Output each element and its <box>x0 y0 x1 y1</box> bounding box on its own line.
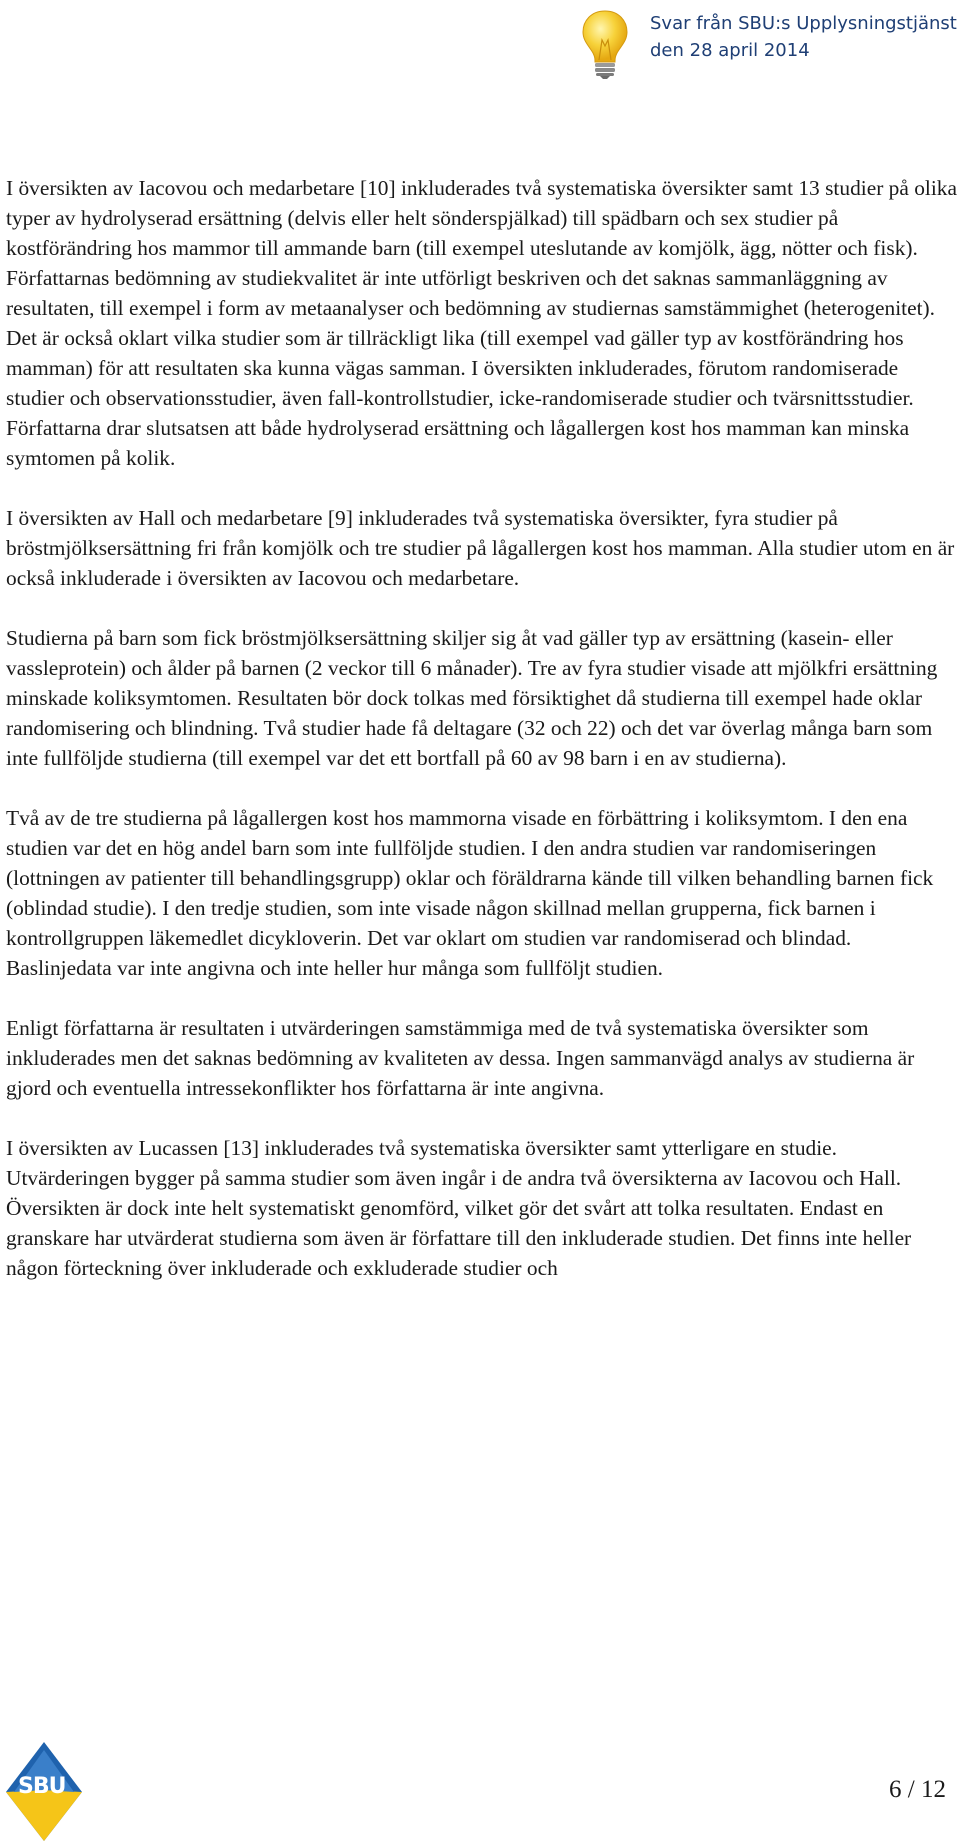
page-footer <box>0 1730 960 1847</box>
paragraph-iacovou: I översikten av Iacovou och medarbetare [10] inkluderades två systematiska översikter samt 13 studier på olika typer av hydrolyserad ersättning (delvis eller helt sönderspjälkad) till spädbarn och sex studier på kostförändring hos mammor till ammande barn (till exempel uteslutande av komjölk, ägg, nötter och fisk). Författarnas bedömning av studiekvalitet är inte utförligt beskriven och det saknas sammanläggning av resultaten, till exempel i form av metaanalyser och bedömning av studiernas samstämmighet (heterogenitet). Det är också oklart vilka studier som är tillräckligt lika (till exempel vad gäller typ av kostförändring hos mamman) för att resultaten ska kunna vägas samman. I översikten inkluderades, förutom randomiserade studier och observationsstudier, även fall-kontrollstudier, icke-randomiserade studier och tvärsnittsstudier. Författarna drar slutsatsen att både hydrolyserad ersättning och lågallergen kost hos mamman kan minska symtomen på kolik. <box>6 176 957 470</box>
page-header <box>0 0 960 90</box>
paragraph-hall: I översikten av Hall och medarbetare [9] inkluderades två systematiska översikter, fyra studier på bröstmjölksersättning fri från komjölk och tre studier på lågallergen kost hos mamman. Alla studier utom en är också inkluderade i översikten av Iacovou och medarbetare. <box>6 506 955 590</box>
sbu-logo-text: SBU <box>18 1774 66 1799</box>
document-body <box>6 173 958 1313</box>
paragraph-maternal-diet: Två av de tre studierna på lågallergen kost hos mammorna visade en förbättring i koliksymtom. I den ena studien var det en hög andel barn som inte fullföljde studien. I den andra studien var randomiseringen (lottningen av patienter till behandlingsgrupp) oklar och föräldrarna kände till vilken behandling barnen fick (oblindad studie). I den tredje studien, som inte visade någon skillnad mellan grupperna, fick barnen i kontrollgruppen läkemedlet dicykloverin. Det var oklart om studien var randomiserad och blindad. Baslinjedata var inte angivna och inte heller hur många som fullföljt studien. <box>6 806 934 980</box>
paragraph-lucassen: I översikten av Lucassen [13] inkluderades två systematiska översikter samt ytterligare en studie. Utvärderingen bygger på samma studier som även ingår i de andra två översikterna av Iacovou och Hall. Översikten är dock inte helt systematiskt genomförd, vilket gör det svårt att tolka resultaten. Endast en granskare har utvärderat studierna som även är författare till den inkluderade studien. Det finns inte heller någon förteckning över inkluderade och exkluderade studier och <box>6 1136 912 1280</box>
header-title: Svar från SBU:s Upplysningstjänst <box>650 13 957 34</box>
paragraph-formula-studies: Studierna på barn som fick bröstmjölksersättning skiljer sig åt vad gäller typ av ersättning (kasein- eller vassleprotein) och ålder på barnen (2 veckor till 6 månader). Tre av fyra studier visade att mjölkfri ersättning minskade koliksymtomen. Resultaten bör dock tolkas med försiktighet då studierna till exempel hade oklar randomisering och blindning. Två studier hade få deltagare (32 och 22) och det var överlag många barn som inte fullföljde studierna (till exempel var det ett bortfall på 60 av 98 barn i en av studierna). <box>6 626 938 770</box>
paragraph-authors-conclusion: Enligt författarna är resultaten i utvärderingen samstämmiga med de två systematiska översikter som inkluderades men det saknas bedömning av kvaliteten av dessa. Ingen sammanvägd analys av studierna är gjord och eventuella intressekonflikter hos författarna är inte angivna. <box>6 1016 915 1100</box>
header-title-block <box>650 10 957 64</box>
lightbulb-icon <box>580 8 630 80</box>
header-date: den 28 april 2014 <box>650 40 810 61</box>
page-number: 6 / 12 <box>889 1776 946 1803</box>
